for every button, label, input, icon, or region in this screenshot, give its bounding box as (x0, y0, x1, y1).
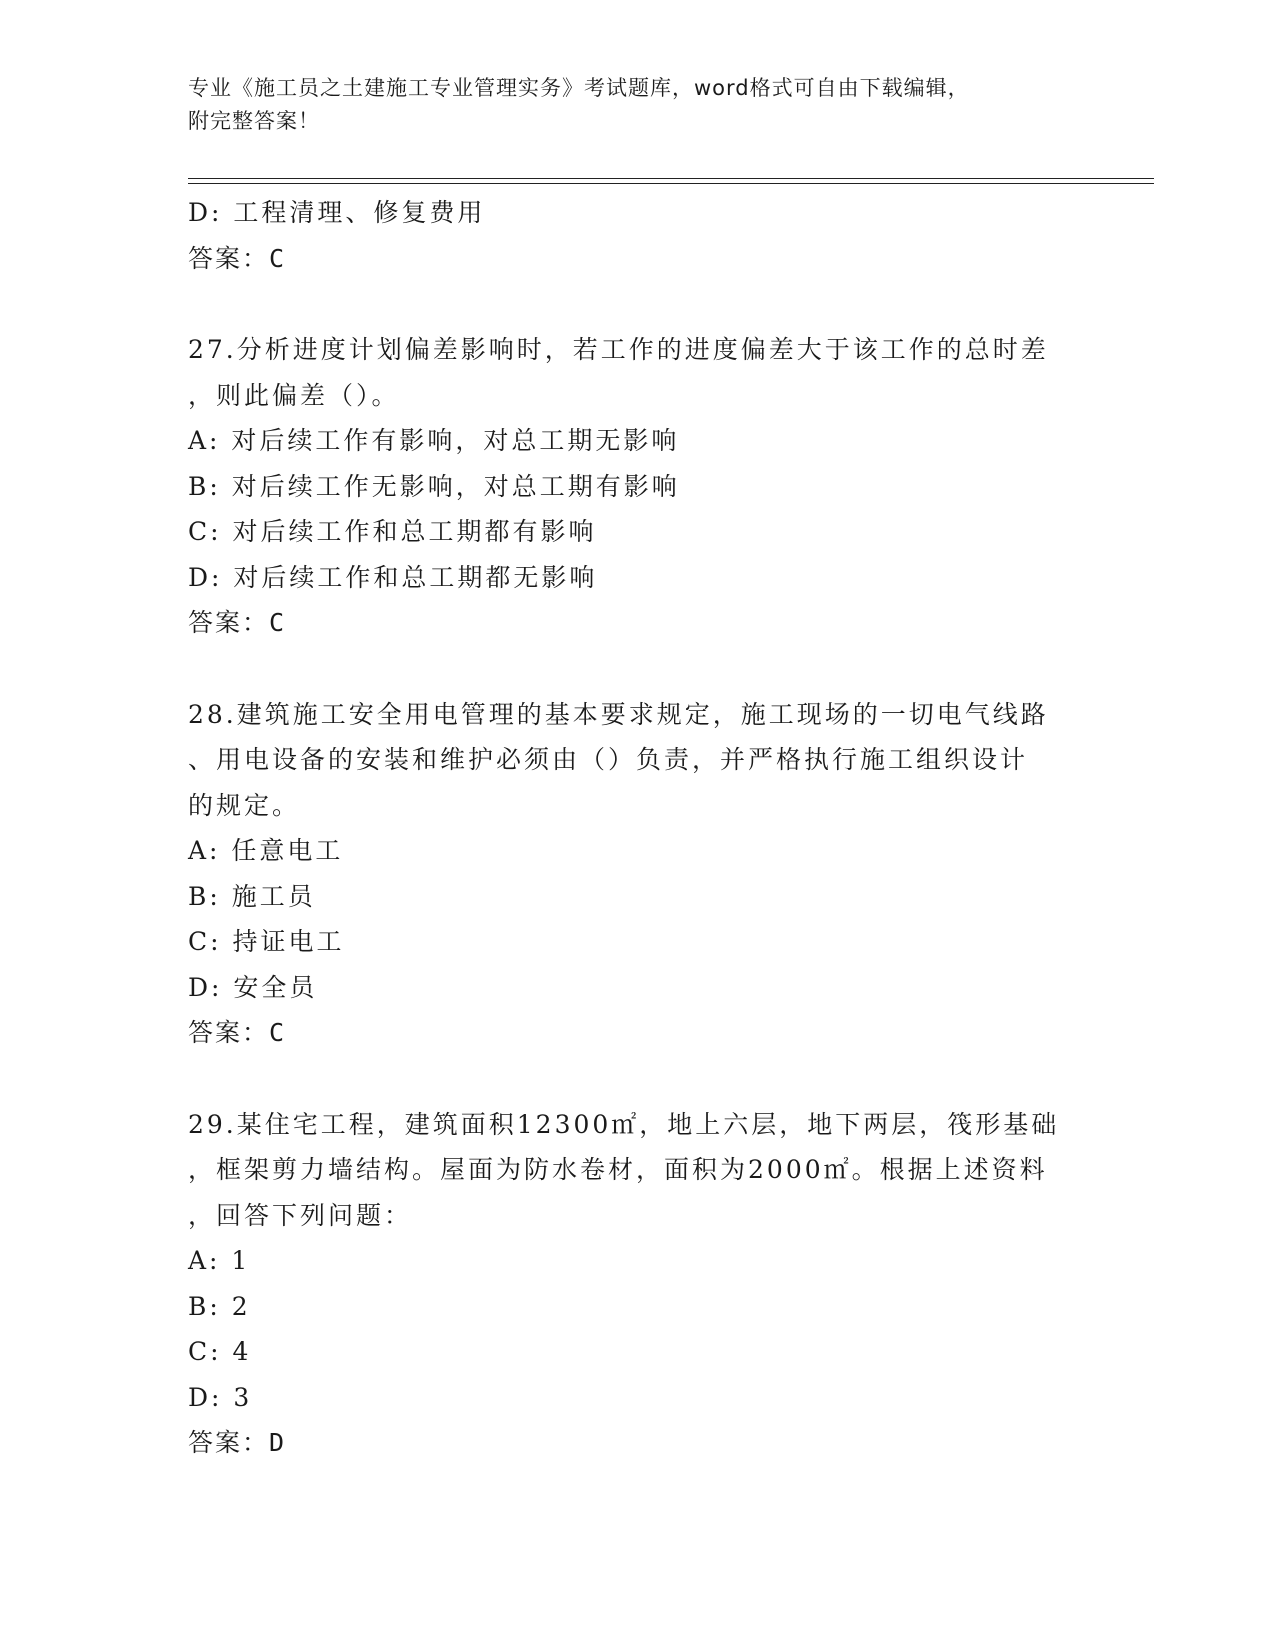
header-rule-top (188, 178, 1154, 179)
answer-label: 答案： (188, 243, 270, 273)
question-text-line: 28.建筑施工安全用电管理的基本要求规定，施工现场的一切电气线路 (188, 699, 1049, 729)
answer-label: 答案： (188, 1428, 270, 1457)
question-text-line: 27.分析进度计划偏差影响时，若工作的进度偏差大于该工作的总时差 (188, 335, 1049, 364)
question-text-line: 、用电设备的安装和维护必须由（）负责，并严格执行施工组织设计 (188, 745, 1029, 774)
question-text-line: ，框架剪力墙结构。屋面为防水卷材，面积为2000㎡。根据上述资料 (188, 1155, 1048, 1184)
option-a: A: 1 (188, 1246, 251, 1275)
question-text-line: ，回答下列问题： (188, 1200, 413, 1230)
answer-label: 答案： (188, 1018, 270, 1047)
document-header (188, 72, 1068, 138)
question-29 (188, 1102, 1068, 1466)
answer-line (188, 1420, 1068, 1466)
document-body (188, 190, 1068, 1466)
option-d: D: 对后续工作和总工期都无影响 (188, 562, 598, 592)
option-a: A: 任意电工 (188, 836, 344, 865)
header-rule-bottom (188, 183, 1154, 184)
option-d: D: 安全员 (188, 972, 318, 1002)
spacer (188, 646, 1068, 692)
question-28 (188, 692, 1068, 1056)
option-c: C: 4 (188, 1337, 252, 1366)
answer-value: C (269, 243, 287, 273)
option-c: C: 对后续工作和总工期都有影响 (188, 517, 597, 546)
question-text-line: ，则此偏差（）。 (188, 380, 400, 410)
answer-value: C (269, 608, 287, 637)
option-a: A: 对后续工作有影响，对总工期无影响 (188, 426, 680, 455)
header-line-1: 专业《施工员之土建施工专业管理实务》考试题库，word格式可自由下载编辑， (188, 76, 970, 100)
spacer (188, 1056, 1068, 1102)
answer-label: 答案： (188, 608, 270, 637)
option-b: B: 施工员 (188, 881, 316, 911)
answer-line (188, 1010, 1068, 1056)
option-b: B: 对后续工作无影响，对总工期有影响 (188, 471, 680, 501)
question-text-line: 的规定。 (188, 790, 301, 820)
header-line-2: 附完整答案！ (188, 109, 320, 133)
spacer (188, 281, 1068, 327)
option-c: C: 持证电工 (188, 927, 345, 956)
answer-value: D (269, 1428, 287, 1457)
option-d: D: 3 (188, 1382, 253, 1412)
question-text-line: 29.某住宅工程，建筑面积12300㎡，地上六层，地下两层，筏形基础 (188, 1109, 1060, 1139)
answer-line (188, 600, 1068, 646)
question-27 (188, 327, 1068, 646)
option-b: B: 2 (188, 1291, 251, 1321)
previous-question-tail (188, 190, 1068, 281)
answer-value: C (269, 1018, 287, 1047)
option-d: D: 工程清理、修复费用 (188, 198, 486, 227)
answer-line (188, 236, 1068, 282)
